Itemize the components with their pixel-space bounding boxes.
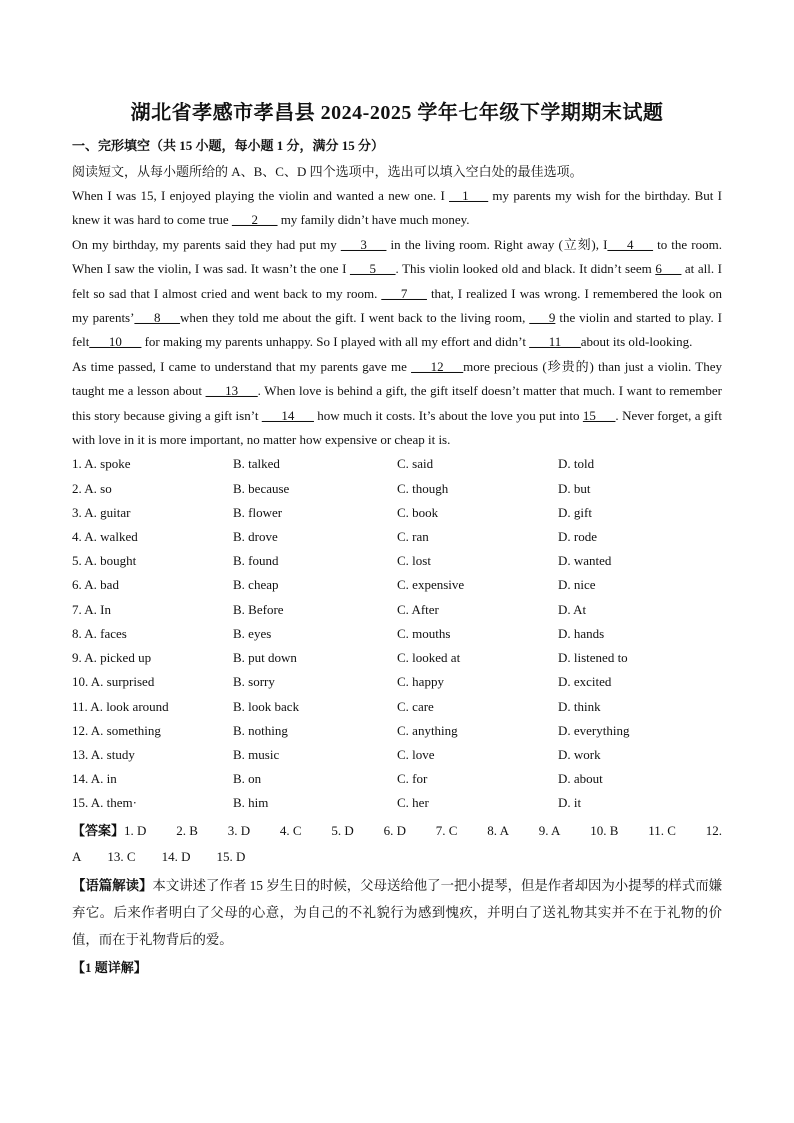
passage-text: . This violin looked old and black. It didn’t seem [395,261,656,277]
option-b: B. talked [233,456,280,472]
passage-text: how much it costs. It’s about the love you put into [313,407,583,423]
answer-item: 15. D [216,848,246,864]
option-a: 4. A. walked [72,529,138,545]
blank-10: ___10___ [89,334,142,350]
answer-item: 11. C [648,822,676,838]
answer-item: 9. A [538,822,561,838]
option-d: D. excited [558,674,612,690]
option-a: 14. A. in [72,771,117,787]
option-c: C. happy [397,674,444,690]
blank-4: ___4___ [607,236,653,252]
option-row [72,501,722,525]
answer-item: 7. C [435,822,458,838]
option-d: D. told [558,456,595,472]
option-b: B. him [233,795,269,811]
section-heading: 一、完形填空（共 15 小题，每小题 1 分，满分 15 分） [72,138,385,153]
option-d: D. think [558,698,601,714]
page-title: 湖北省孝感市孝昌县 2024-2025 学年七年级下学期期末试题 [130,102,664,124]
option-d: D. gift [558,504,592,520]
option-row [72,525,722,549]
option-b: B. cheap [233,577,279,593]
cloze-passage [72,184,722,452]
option-b: B. music [233,746,280,762]
option-a: 11. A. look around [72,698,169,714]
passage-text: . Never forget, a gift with love in it is more important, no matter how expensive or cheap it is. [72,407,722,448]
option-d: D. wanted [558,553,612,569]
option-c: C. love [397,746,435,762]
passage-text: the violin and started to play. I felt [72,310,722,350]
option-a: 8. A. faces [72,625,127,641]
blank-13: ___13___ [205,383,258,399]
option-a: 7. A. In [72,601,111,617]
option-c: C. care [397,698,434,714]
option-d: D. listened to [558,650,628,666]
paragraph-2 [72,233,722,355]
option-a: 3. A. guitar [72,504,131,520]
answer-item: 3. D [227,822,251,838]
answer-row-2 [72,844,722,870]
blank-11: ___11___ [529,334,581,350]
answer-options [72,452,722,815]
option-d: D. rode [558,529,597,545]
option-row [72,767,722,791]
option-d: D. At [558,601,587,617]
blank-2: ___2___ [231,212,278,228]
option-row [72,477,722,501]
analysis-text: 本文讲述了作者 15 岁生日的时候，父母送给他了一把小提琴，但是作者却因为小提琴的样式而嫌弃它。后来作者明白了父母的心意，为自己的不礼貌行为感到愧疚，并明白了送礼物其实并不在于礼物的价值，而在于礼物背后的爱。 [72,877,722,947]
option-c: C. mouths [397,625,451,641]
blank-9: ___9 [529,310,556,326]
passage-text: for making my parents unhappy. So I played with all my effort and didn’t [141,334,530,350]
option-b: B. nothing [233,722,288,738]
blank-6: 6___ [655,261,682,277]
answer-item: 8. A [487,822,509,838]
answer-item: 14. D [161,848,191,864]
answer-item: 13. C [107,848,136,864]
blank-5: ___5___ [349,261,396,277]
option-c: C. looked at [397,650,461,666]
option-a: 10. A. surprised [72,674,155,690]
blank-3: ___3___ [340,236,387,252]
option-d: D. it [558,795,582,811]
option-b: B. Before [233,601,284,617]
passage-text: in the living room. Right away (立刻), I [386,236,608,252]
option-b: B. eyes [233,625,272,641]
blank-1: __1___ [449,188,489,203]
option-b: B. flower [233,504,283,520]
blank-12: ___12___ [411,358,464,374]
answer-item: 2. B [176,822,198,838]
option-c: C. expensive [397,577,465,593]
option-d: D. nice [558,577,596,593]
answer-item: 1. D [124,822,147,838]
option-b: B. sorry [233,674,275,690]
passage-text: On my birthday, my parents said they had put my [72,236,341,252]
paragraph-3 [72,355,722,453]
option-b: B. put down [233,650,297,666]
option-c: C. ran [397,529,429,545]
option-row [72,719,722,743]
option-a: 15. A. them· [72,795,137,811]
option-row [72,695,722,719]
option-d: D. work [558,746,601,762]
option-d: D. about [558,771,603,787]
question-detail-heading: 【1 题详解】 [72,959,147,975]
option-row [72,646,722,670]
option-row [72,791,722,815]
option-b: B. drove [233,529,278,545]
paragraph-1 [72,184,722,233]
option-a: 1. A. spoke [72,456,131,472]
option-row [72,549,722,573]
answer-item: 6. D [383,822,406,838]
option-row [72,573,722,597]
passage-text: When I was 15, I enjoyed playing the violin and wanted a new one. I [72,188,450,203]
option-row [72,452,722,476]
option-c: C. anything [397,722,458,738]
blank-15: 15___ [582,407,616,423]
passage-text: . When love is behind a gift, the gift itself doesn’t matter that much. I want to remember this story because giving a gift isn’t [72,383,723,423]
option-c: C. After [397,601,439,617]
answer-item: 4. C [279,822,302,838]
option-row [72,670,722,694]
option-a: 9. A. picked up [72,650,152,666]
answer-item: A [72,848,82,864]
option-a: 6. A. bad [72,577,119,593]
option-b: B. look back [233,698,300,714]
option-row [72,622,722,646]
option-b: B. found [233,553,279,569]
option-c: C. her [397,795,429,811]
option-b: B. on [233,771,262,787]
answer-item: 10. B [590,822,619,838]
analysis-label: 【语篇解读】 [72,877,153,893]
option-b: B. because [233,480,290,496]
answer-item: 5. D [331,822,354,838]
option-c: C. lost [397,553,431,569]
option-row [72,743,722,767]
answer-item: 12. [705,822,722,838]
option-d: D. but [558,480,591,496]
blank-7: ___7___ [381,285,427,301]
passage-text: my family didn’t have much money. [277,212,470,228]
blank-8: ___8___ [134,310,180,326]
option-a: 5. A. bought [72,553,137,569]
passage-text: that, I realized I was wrong. I remembered the look on my parents’ [72,285,722,326]
document-page [72,96,722,976]
instructions: 阅读短文，从每小题所给的 A、B、C、D 四个选项中，选出可以填入空白处的最佳选项。 [72,164,583,179]
passage-text: my parents my wish for the birthday. But I knew it was hard to come true [72,188,723,228]
passage-text: at all. I felt so sad that I almost cried and went back to my room. [72,261,722,301]
option-a: 12. A. something [72,722,161,738]
option-c: C. though [397,480,449,496]
passage-text: to the room. When I saw the violin, I was sad. It wasn’t the one I [72,236,722,277]
answer-key [72,818,722,870]
option-c: C. said [397,456,434,472]
answer-row-1 [72,818,722,844]
passage-text: when they told me about the gift. I went back to the living room, [179,310,530,326]
answer-label: 【答案】 [72,822,125,838]
blank-14: ___14___ [261,407,314,423]
option-a: 2. A. so [72,480,112,496]
option-d: D. everything [558,722,630,738]
option-c: C. book [397,504,439,520]
passage-text: more precious (珍贵的) than just a violin. They taught me a lesson about [72,358,722,399]
option-d: D. hands [558,625,605,641]
passage-analysis [72,872,722,953]
passage-text: As time passed, I came to understand that my parents gave me [72,358,412,374]
passage-text: about its old-looking. [580,334,693,350]
option-a: 13. A. study [72,746,135,762]
option-row [72,598,722,622]
option-c: C. for [397,771,428,787]
